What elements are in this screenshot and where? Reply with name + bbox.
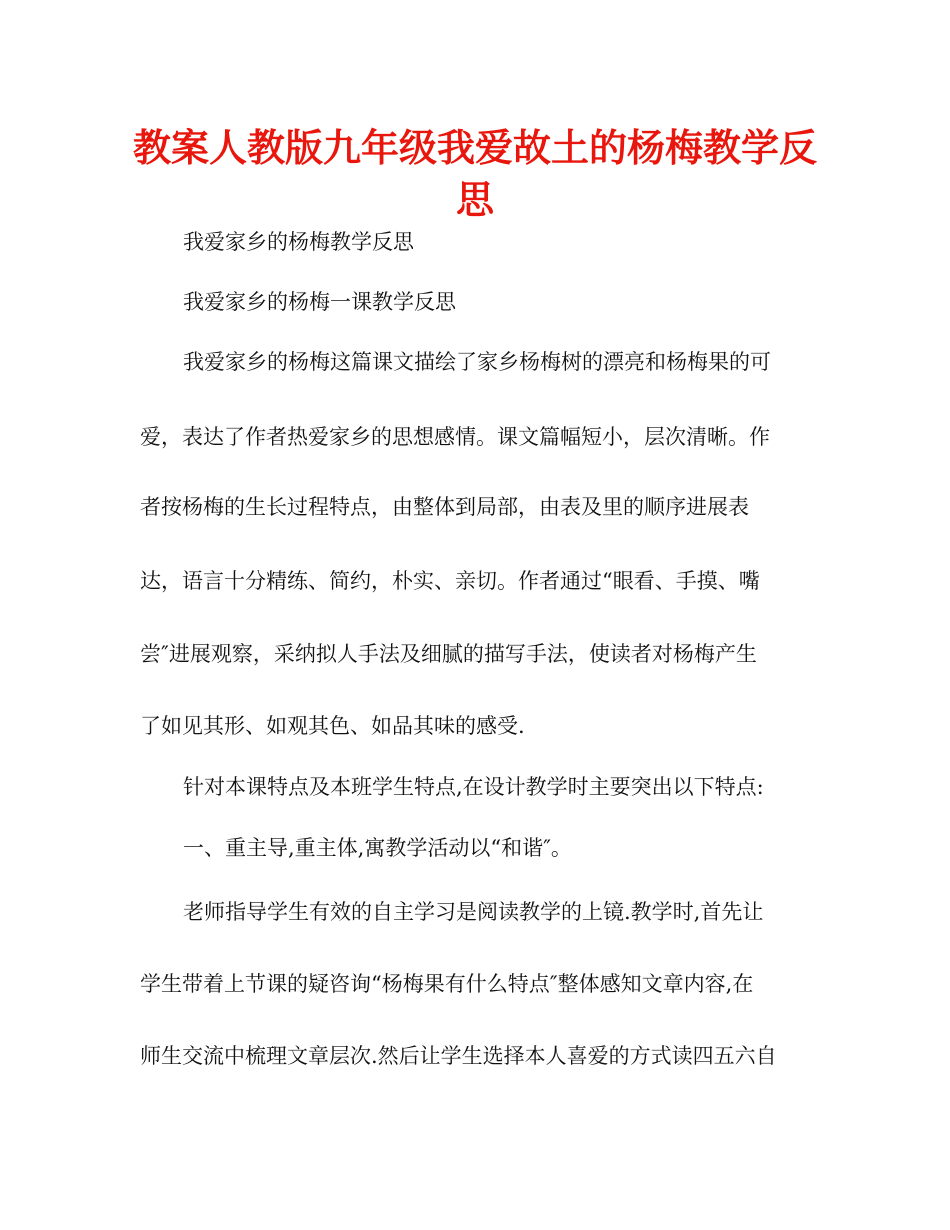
subtitle-line: 我爱家乡的杨梅教学反思 (183, 230, 414, 254)
subtitle-line: 我爱家乡的杨梅一课教学反思 (183, 290, 456, 314)
section-heading: 一、重主导,重主体,寓教学活动以“和谐″。 (183, 836, 572, 860)
document-title: 教案人教版九年级我爱故土的杨梅教学反思 (132, 126, 817, 222)
paragraph-line: 师生交流中梳理文章层次.然后让学生选择本人喜爱的方式读四五六自 (140, 1044, 777, 1068)
paragraph-line: 了如见其形、如观其色、如品其味的感受. (140, 714, 525, 738)
paragraph-line: 爱，表达了作者热爱家乡的思想感情。课文篇幅短小，层次清晰。作 (140, 425, 770, 449)
paragraph-line: 针对本课特点及本班学生特点,在设计教学时主要突出以下特点: (183, 775, 764, 799)
paragraph-line: 学生带着上节课的疑咨询“杨梅果有什么特点″整体感知文章内容,在 (140, 972, 754, 996)
paragraph-line: 达，语言十分精练、简约，朴实、亲切。作者通过“眼看、手摸、嘴 (140, 569, 760, 593)
paragraph-line: 我爱家乡的杨梅这篇课文描绘了家乡杨梅树的漂亮和杨梅果的可 (183, 350, 771, 374)
paragraph-line: 尝″进展观察，采纳拟人手法及细腻的描写手法，使读者对杨梅产生 (140, 642, 757, 666)
paragraph-line: 老师指导学生有效的自主学习是阅读教学的上镜.教学时,首先让 (183, 900, 764, 924)
paragraph-line: 者按杨梅的生长过程特点，由整体到局部，由表及里的顺序进展表 (140, 495, 749, 519)
